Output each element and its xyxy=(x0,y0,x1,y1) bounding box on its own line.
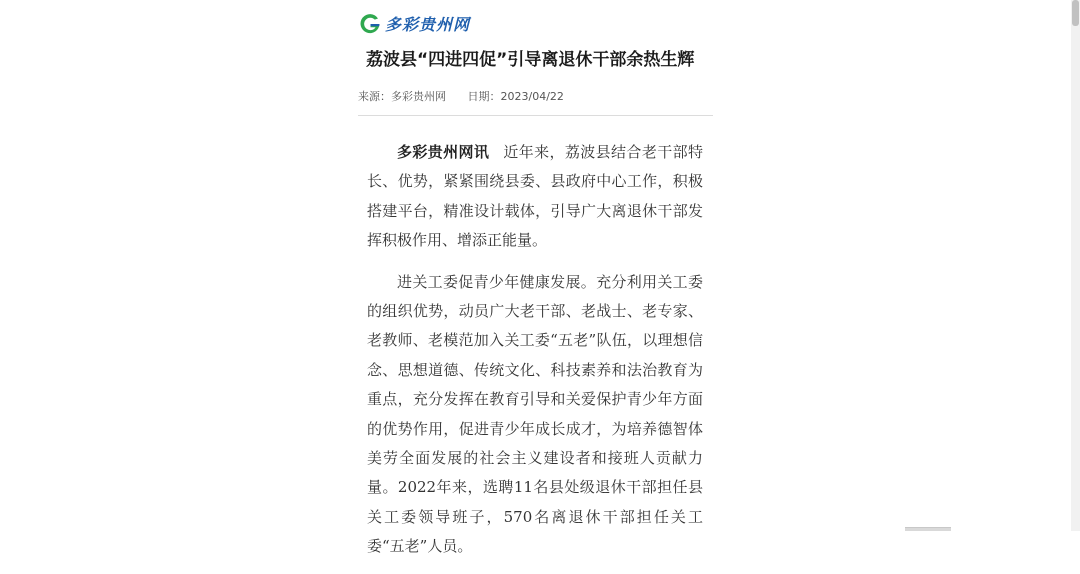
article-title: 荔波县“四进四促”引导离退休干部余热生辉 xyxy=(366,50,695,70)
site-logo[interactable] xyxy=(358,10,470,36)
paragraph-text: 进关工委促青少年健康发展。充分利用关工委的组织优势，动员广大老干部、老战士、老专家、老教师、老模范加入关工委“五老”队伍，以理想信念、思想道德、传统文化、科技素养和法治教育为重点，充分发挥在教育引导和关爱保护青少年方面的优势作用，促进青少年成长成才，为培养德智体美劳全面发展的社会主义建设者和接班人贡献力量。2022年来，选聘11名县处级退休干部担任县关工委领导班子，570名离退休干部担任关工委“五老”人员。 xyxy=(367,272,703,556)
scrollbar-thumb[interactable] xyxy=(1072,0,1079,26)
header-divider xyxy=(358,115,713,116)
floating-widget-edge[interactable] xyxy=(905,527,951,531)
article-body xyxy=(367,138,703,574)
g-logo-icon xyxy=(358,11,382,35)
article-paragraph xyxy=(367,138,703,256)
paragraph-text: 近年来，荔波县结合老干部特长、优势，紧紧围绕县委、县政府中心工作，积极搭建平台，精准设计载体，引导广大离退休干部发挥积极作用、增添正能量。 xyxy=(367,143,703,250)
article-column xyxy=(358,0,714,556)
article-paragraph xyxy=(367,268,703,562)
article-date: 日期：2023/04/22 xyxy=(467,90,564,103)
article-meta xyxy=(358,88,564,106)
article-source: 来源：多彩贵州网 xyxy=(358,90,446,103)
vertical-scrollbar[interactable] xyxy=(1071,0,1080,531)
article-lead: 多彩贵州网讯 xyxy=(397,143,490,161)
site-logo-text: 多彩贵州网 xyxy=(385,14,471,34)
